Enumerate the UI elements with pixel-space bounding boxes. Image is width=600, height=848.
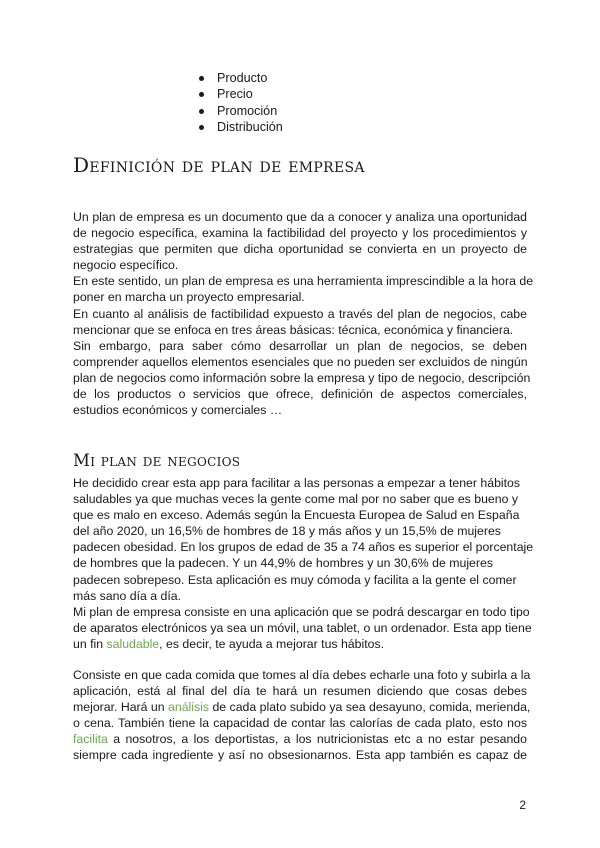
section-heading-mi-plan: Mi plan de negocios [73, 451, 241, 470]
bullet-icon [199, 92, 204, 97]
paragraph-mi-plan: He decidido crear esta app para facilitar a las personas a empezar a tener hábitos saludables ya que muchas veces la gente come mal por no saber que es bueno y que es malo en exceso. Además según la Encuesta Europea de Salud en España del año 2020, un 16,5% de hombres de 18 y más años y un 15,5% de mujeres padecen obesidad. En los grupos de edad de 35 a 74 años es superior el porcentaje de hombres que la padecen. Y un 44,9% de hombres y un 30,6% de mujeres padecen sobrepeso. Esta aplicación es muy cómoda y facilita a la gente el comer más sano día a día. Mi plan de empresa consiste en una aplicación que se podrá descargar en todo tipo de aparatos electrónicos ya sea un móvil, una tablet, o un ordenador. Esta app tiene un fin saludable, es decir, te ayuda a mejorar tus hábitos. [73, 476, 534, 651]
list-item: Promoción [194, 103, 283, 119]
link-saludable[interactable]: saludable [106, 636, 160, 651]
link-facilita[interactable]: facilita [73, 732, 108, 747]
paragraph-funcionamiento: Consiste en que cada comida que tomes al día debes echarle una foto y subirla a la aplicación, está al final del día te hará un resumen diciendo que cosas debes mejorar. Hará un análisis de cada plato subido ya sea desayuno, comida, merienda, o cena. También tiene la capacidad de contar las calorías de cada plato, esto nos facilita a nosotros, a los deportistas, a los nutricionistas etc a no estar pesando siempre cada ingrediente y así no obsesionarnos. Esta app también es capaz de [73, 668, 531, 763]
link-analisis[interactable]: análisis [168, 700, 210, 715]
list-item: Precio [194, 86, 283, 102]
list-item: Distribución [194, 119, 283, 135]
page-number: 2 [519, 798, 526, 812]
bullet-icon [199, 76, 204, 81]
bullet-icon [199, 125, 204, 130]
bullet-icon [199, 109, 204, 114]
paragraph-definicion: Un plan de empresa es un documento que da a conocer y analiza una oportunidad de negocio específica, examina la factibilidad del proyecto y los procedimientos y estrategias que permiten que dicha oportunidad se convierta en un proyecto de negocio específico. En este sentido, un plan de empresa es una herramienta imprescindible a la hora de poner en marcha un proyecto empresarial. En cuanto al análisis de factibilidad expuesto a través del plan de negocios, cabe mencionar que se enfoca en tres áreas básicas: técnica, económica y financiera. Sin embargo, para saber cómo desarrollar un plan de negocios, se deben comprender aquellos elementos esenciales que no pueden ser excluidos de ningún plan de negocios como información sobre la empresa y tipo de negocio, descripción de los productos o servicios que ofrece, definición de aspectos comerciales, estudios económicos y comerciales … [73, 210, 534, 418]
list-item: Producto [194, 70, 283, 86]
section-heading-definicion: Definición de plan de empresa [73, 153, 365, 177]
marketing-mix-list [194, 70, 283, 136]
